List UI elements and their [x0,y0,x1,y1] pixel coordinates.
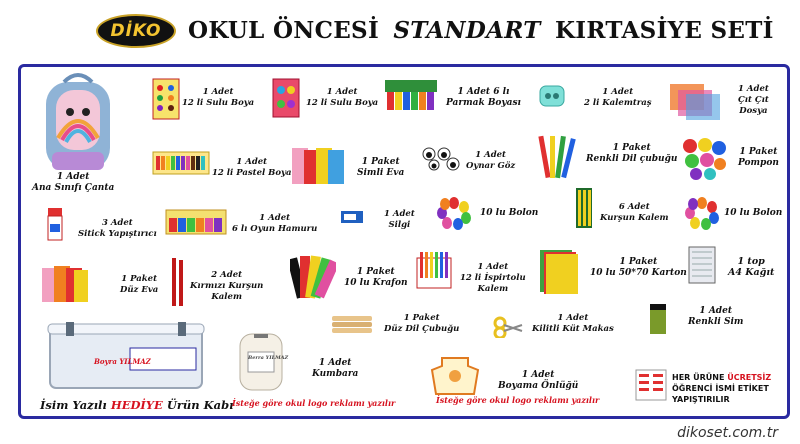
canta-name: Ana Sınıfı Çanta [32,183,115,193]
item-kirmizi-kalem [190,270,263,303]
kirmizi-kalem-qty: 2 Adet [211,270,243,280]
kirmizi-kalem-name2: Kalem [211,292,242,302]
plain-sticks-image [330,312,374,334]
kursun-kalem-qty: 6 Adet [618,202,650,212]
item-duz-eva [120,274,158,296]
duz-eva-name: Düz Eva [120,285,159,295]
pastel-boya-qty: 1 Adet [236,157,268,167]
parmak-boyasi-qty: 1 Adet 6 lı [457,87,510,97]
item-kursun-kalem [600,202,669,224]
item-karton [590,257,687,279]
diko-logo [96,14,176,48]
kumbara-qty: 1 Adet [318,358,352,368]
backpack-image [34,68,124,176]
simli-eva-qty: 1 Paket [361,157,400,167]
sticker-info [672,372,771,405]
item-canta [32,172,114,194]
pastel-box-image [152,150,210,176]
item-silgi [384,209,415,231]
sulu-boya-1-qty: 1 Adet [202,87,234,97]
kumbara-card [248,353,288,364]
sim-qty: 1 Adet [699,306,732,316]
makas-name: Kilitli Küt Makas [532,324,614,334]
pastel-boya-name: 12 li Pastel Boya [212,168,292,178]
sticker-line2: ÖĞRENCİ İSMİ ETİKET [672,384,769,393]
sulu-boya-2-name: 12 li Sulu Boya [306,98,379,108]
sitick-qty: 3 Adet [101,218,133,228]
red-pencils-image [170,256,186,308]
item-sitick [78,218,157,240]
oynar-goz-name: Oynar Göz [466,161,516,171]
renkli-dil-qty: 1 Paket [612,143,651,153]
duz-eva-qty: 1 Paket [121,274,158,284]
a4-paper-image [688,246,716,284]
gift-box-caption [40,398,233,412]
promo-logo-2: İsteğe göre okul logo reklamı yazılır [436,395,600,405]
item-dosya [738,84,769,117]
dosya-qty: 1 Adet [738,84,769,94]
bolon-2-name: 10 lu Bolon [724,208,783,218]
item-pastel-boya [212,157,291,179]
kirmizi-kalem-name1: Kırmızı Kurşun [190,281,264,291]
item-oynar-goz [466,150,515,172]
kumbara-name: Kumbara [312,369,359,379]
karton-name: 10 lu 50*70 Karton [590,268,687,278]
item-kumbara [312,358,358,380]
item-a4 [728,256,774,278]
dosya-name1: Çıt Çıt [738,95,769,105]
cardboard-image [538,248,580,296]
name-stickers-image [634,368,668,402]
gift-box-sticker-text: Boyra YILMAZ [94,357,151,366]
apron-image [430,354,480,396]
dosya-name2: Dosya [739,106,768,116]
oyun-hamuru-qty: 1 Adet [259,213,291,223]
ispirtolu-name1: 12 li İspirtolu [460,273,526,283]
simli-eva-name: Simli Eva [357,168,405,178]
playdough-image [165,208,227,236]
sharpener-image [538,84,566,108]
silgi-name: Silgi [388,220,411,230]
kumbara-card-text: Berra YILMAZ [248,355,289,361]
pompon-name: Pompon [738,158,779,168]
ispirtolu-qty: 1 Adet [477,262,509,272]
item-bolon-1 [480,208,538,219]
silgi-qty: 1 Adet [384,209,415,219]
pencils-image [574,186,594,230]
krafon-qty: 1 Paket [356,267,395,277]
item-sulu-boya-2 [306,87,378,109]
pompon-qty: 1 Paket [739,147,778,157]
karton-qty: 1 Paket [619,257,658,267]
balloons-image [684,196,720,230]
scissors-image [492,316,524,338]
sticker-line1-b: ÜCRETSİZ [727,373,772,382]
promo-logo-1: İsteğe göre okul logo reklamı yazılır [232,398,396,408]
crepe-paper-image [290,252,336,300]
item-sim [688,306,743,328]
sticker-line3: YAPIŞTIRILIR [672,395,730,404]
gift-box-sticker [94,356,151,367]
item-simli-eva [357,157,404,179]
title-part1: OKUL ÖNCESİ [188,17,380,44]
glitter-image [646,302,670,336]
canta-qty: 1 Adet [56,172,90,182]
item-makas [532,313,614,335]
website[interactable]: dikoset.com.tr [677,425,778,441]
item-ispirtolu [460,262,526,295]
sitick-name: Sitick Yapıştırıcı [78,229,157,239]
plain-eva-image [40,264,90,306]
gift-caption-part1: İsim Yazılı [40,398,107,412]
makas-qty: 1 Adet [557,313,589,323]
sim-name: Renkli Sim [688,317,744,327]
page-title [188,17,774,44]
sulu-boya-1-name: 12 li Sulu Boya [182,98,255,108]
header [0,0,800,60]
finger-paint-image [383,76,439,112]
duz-dil-qty: 1 Paket [403,313,440,323]
sticker-line1-a: HER ÜRÜNE [672,373,725,382]
item-parmak-boyasi [446,87,521,109]
balloons-image [436,196,472,230]
item-sulu-boya-1 [182,87,254,109]
title-part2: STANDART [393,17,541,44]
eraser-image [340,210,364,224]
glue-stick-image [44,206,66,242]
kalemtras-qty: 1 Adet [602,87,634,97]
item-renkli-dil [586,143,677,165]
glitter-eva-image [290,146,348,186]
kalemtras-name: 2 li Kalemtraş [584,98,652,108]
pompom-image [680,136,728,182]
a4-qty: 1 top [737,256,765,267]
snap-folder-image [668,82,722,122]
bolon-1-name: 10 lu Bolon [480,208,539,218]
gift-caption-part2: Ürün Kabı [166,398,234,412]
onluk-name: Boyama Önlüğü [498,381,579,391]
parmak-boyasi-name: Parmak Boyası [446,98,521,108]
onluk-qty: 1 Adet [521,370,555,380]
ispirtolu-name2: Kalem [477,284,509,294]
googly-eyes-image [420,146,462,172]
item-duz-dil [384,313,459,335]
watercolor-box-image [272,78,300,118]
item-bolon-2 [724,208,782,219]
gift-caption-highlight: HEDİYE [110,398,163,412]
a4-name: A4 Kağıt [728,267,775,278]
item-onluk [498,370,578,392]
item-krafon [344,267,408,289]
color-sticks-image [538,132,578,182]
item-pompon [738,147,779,169]
item-oyun-hamuru [232,213,317,235]
krafon-name: 10 lu Krafon [344,278,408,288]
duz-dil-name: Düz Dil Çubuğu [384,324,460,334]
felt-pens-image [416,250,452,290]
title-part3: KIRTASİYE SETİ [555,17,774,44]
watercolor-box-image [152,78,180,120]
oynar-goz-qty: 1 Adet [475,150,506,160]
renkli-dil-name: Renkli Dil çubuğu [586,154,678,164]
sulu-boya-2-qty: 1 Adet [326,87,358,97]
kursun-kalem-name: Kurşun Kalem [600,213,669,223]
logo-text: DİKO [110,21,162,41]
oyun-hamuru-name: 6 lı Oyun Hamuru [232,224,318,234]
item-kalemtras [584,87,652,109]
